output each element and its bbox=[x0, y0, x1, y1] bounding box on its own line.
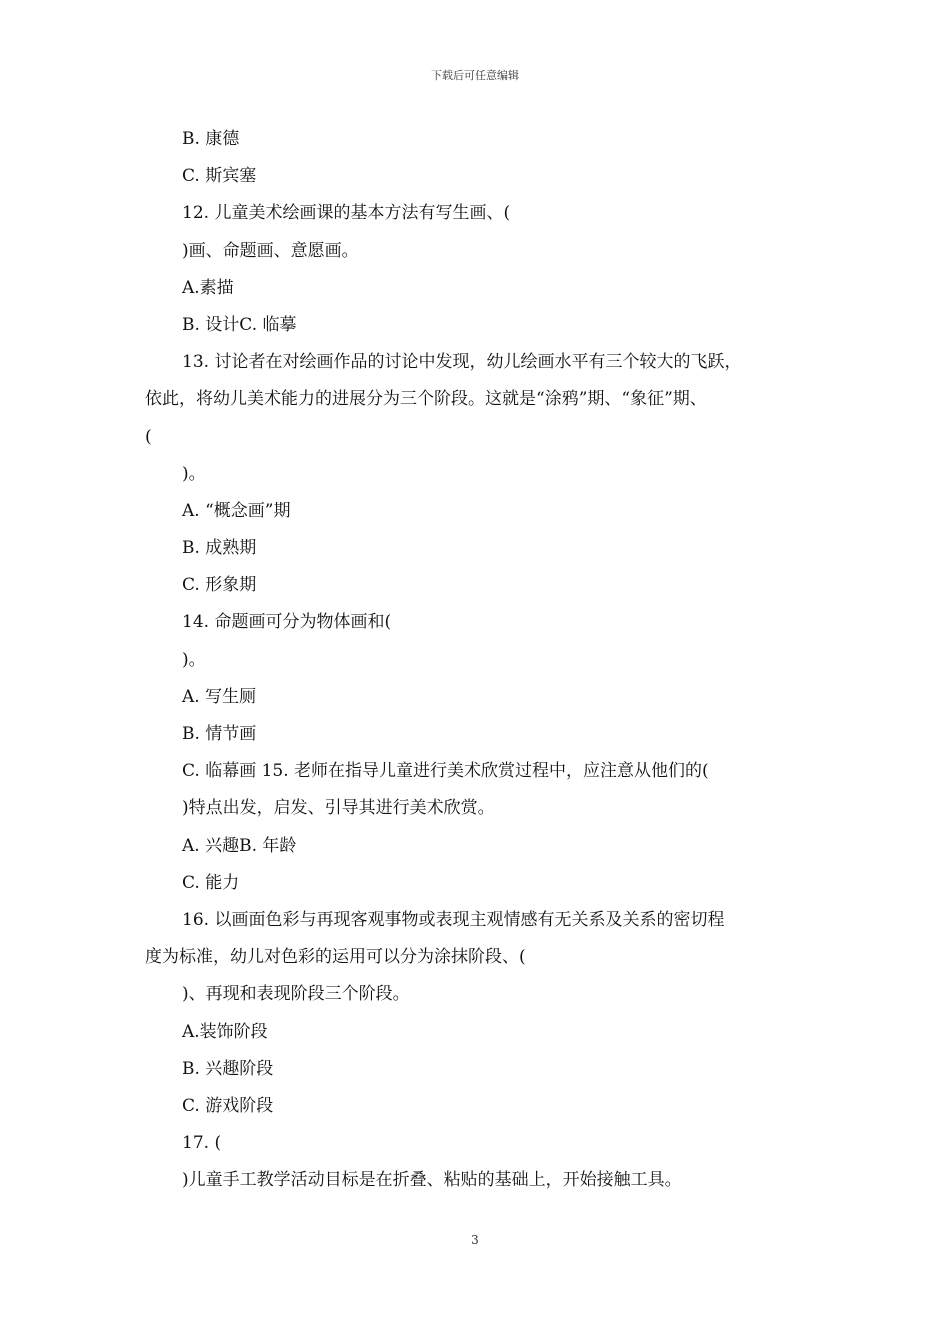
option-ab-q15: A. 兴趣B. 年龄 bbox=[182, 835, 297, 856]
question-17: 17. ( bbox=[182, 1133, 222, 1154]
document-body bbox=[145, 121, 817, 1199]
option-a-q12: A.素描 bbox=[182, 277, 234, 298]
page-header: 下载后可任意编辑 bbox=[431, 69, 519, 82]
option-c-q13: C. 形象期 bbox=[182, 575, 257, 596]
question-15-continued: )特点出发，启发、引导其进行美术欣赏。 bbox=[182, 798, 495, 819]
option-c-q16: C. 游戏阶段 bbox=[182, 1095, 274, 1116]
option-c-q14-question-15: C. 临幕画 15. 老师在指导儿童进行美术欣赏过程中，应注意从他们的( bbox=[182, 761, 709, 782]
question-16-continued: 度为标准，幼儿对色彩的运用可以分为涂抹阶段、( bbox=[145, 947, 526, 968]
question-14-close: )。 bbox=[182, 649, 206, 670]
option-b-q16: B. 兴趣阶段 bbox=[182, 1058, 274, 1079]
option-c-q15: C. 能力 bbox=[182, 872, 240, 893]
question-13-continued: 依此，将幼儿美术能力的进展分为三个阶段。这就是“涂鸦”期、“象征”期、 bbox=[145, 389, 707, 410]
question-12: 12. 儿童美术绘画课的基本方法有写生画、( bbox=[182, 203, 511, 224]
question-16: 16. 以画面色彩与再现客观事物或表现主观情感有无关系及关系的密切程 bbox=[182, 909, 725, 930]
option-c-q11: C. 斯宾塞 bbox=[182, 166, 257, 187]
option-b-q13: B. 成熟期 bbox=[182, 538, 257, 559]
option-a-q13: A. “概念画”期 bbox=[182, 500, 291, 521]
question-16-close: )、再现和表现阶段三个阶段。 bbox=[182, 984, 410, 1005]
option-bc-q12: B. 设计C. 临摹 bbox=[182, 314, 297, 335]
question-17-continued: )儿童手工教学活动目标是在折叠、粘贴的基础上，开始接触工具。 bbox=[182, 1170, 682, 1191]
question-14: 14. 命题画可分为物体画和( bbox=[182, 612, 392, 633]
option-b-q14: B. 情节画 bbox=[182, 724, 257, 744]
question-12-continued: )画、命题画、意愿画。 bbox=[182, 240, 359, 261]
option-a-q14: A. 写生厕 bbox=[182, 686, 257, 707]
question-13: 13. 讨论者在对绘画作品的讨论中发现，幼儿绘画水平有三个较大的飞跃， bbox=[182, 352, 742, 373]
question-13-paren: ( bbox=[145, 426, 152, 447]
page-number: 3 bbox=[471, 1233, 479, 1247]
option-a-q16: A.装饰阶段 bbox=[182, 1021, 268, 1042]
question-13-close: )。 bbox=[182, 463, 206, 484]
option-b-q11: B. 康德 bbox=[182, 129, 240, 149]
